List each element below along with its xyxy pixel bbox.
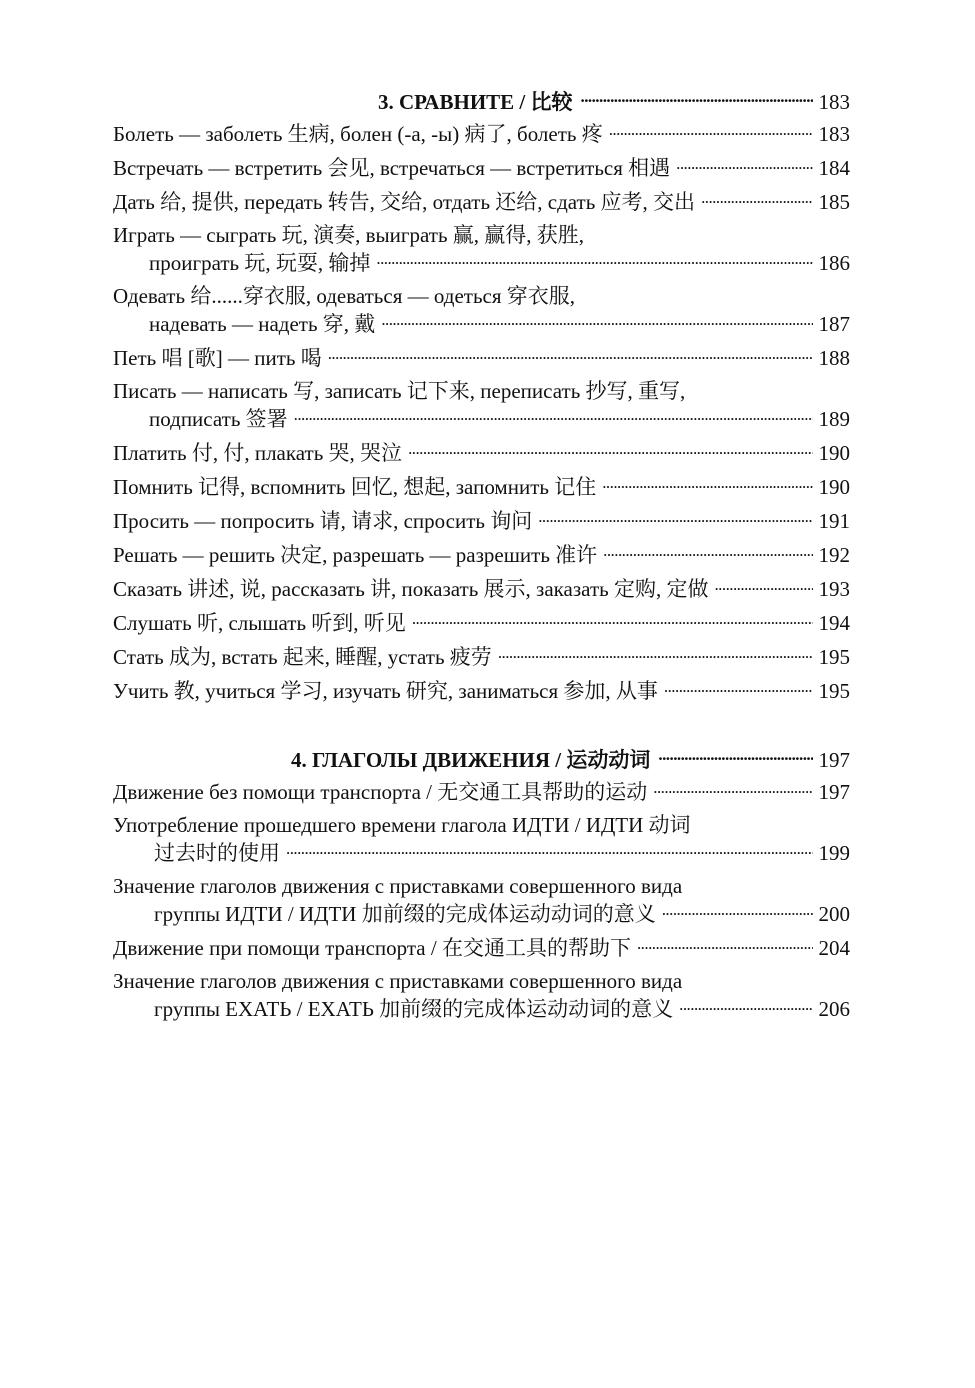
entry-continuation-line: [113, 249, 850, 277]
page-number: 193: [818, 577, 850, 601]
toc-entry[interactable]: [113, 873, 850, 928]
entry-line: [113, 677, 850, 705]
entry-continuation-line: [113, 839, 850, 867]
entry-text: Решать — решить 决定, разрешать — разрешить 准许: [113, 543, 598, 567]
entry-line: [113, 778, 850, 806]
dot-leader: [286, 839, 813, 860]
toc-entry[interactable]: [113, 541, 850, 569]
dot-leader: [679, 995, 812, 1016]
dot-leader: [581, 88, 813, 109]
toc-entry[interactable]: [113, 222, 850, 277]
toc-entry[interactable]: [113, 778, 850, 806]
dot-leader: [328, 344, 813, 365]
toc-entry[interactable]: [113, 677, 850, 705]
section-title: 4. ГЛАГОЛЫ ДВИЖЕНИЯ / 运动动词: [291, 748, 651, 772]
entry-text: проиграть 玩, 玩耍, 输掉: [149, 251, 371, 275]
entry-text: Дать 给, 提供, передать 转告, 交给, отдать 还给, сдать 应考, 交出: [113, 190, 696, 214]
entry-line: [113, 541, 850, 569]
dot-leader: [381, 310, 812, 331]
entry-text: Движение без помощи транспорта / 无交通工具帮助的运动: [113, 780, 648, 804]
entry-line: [113, 609, 850, 637]
dot-leader: [602, 473, 812, 494]
dot-leader: [538, 507, 812, 528]
entry-text: Значение глаголов движения с приставками совершенного вида: [113, 874, 683, 898]
page-number: 184: [818, 156, 850, 180]
entry-text: Встречать — встретить 会见, встречаться — встретиться 相遇: [113, 156, 671, 180]
entry-line: [113, 812, 850, 839]
dot-leader: [662, 900, 813, 921]
toc-entry[interactable]: [113, 344, 850, 372]
entry-text: Употребление прошедшего времени глагола ИДТИ / ИДТИ 动词: [113, 813, 691, 837]
entry-text: надевать — надеть 穿, 戴: [149, 312, 376, 336]
toc-entry[interactable]: [113, 188, 850, 216]
entry-text: Болеть — заболеть 生病, болен (-а, -ы) 病了, болеть 疼: [113, 122, 603, 146]
entry-continuation-line: [113, 995, 850, 1023]
entry-line: [113, 120, 850, 148]
dot-leader: [498, 643, 813, 664]
page-number: 190: [818, 475, 850, 499]
toc-entry[interactable]: [113, 439, 850, 467]
entry-text: Писать — написать 写, записать 记下来, переписать 抄写, 重写,: [113, 379, 686, 403]
entry-text: группы ЕХАТЬ / ЕХАТЬ 加前缀的完成体运动动词的意义: [154, 997, 674, 1021]
section-title: 3. СРАВНИТЕ / 比较: [378, 90, 573, 114]
toc-entry[interactable]: [113, 473, 850, 501]
entry-text: Одевать 给......穿衣服, одеваться — одеться 穿衣服,: [113, 284, 575, 308]
dot-leader: [408, 439, 812, 460]
dot-leader: [701, 188, 812, 209]
page-number: 191: [818, 509, 850, 533]
entry-text: подписать 签署: [149, 407, 288, 431]
entry-line: [113, 473, 850, 501]
entry-text: Сказать 讲述, 说, рассказать 讲, показать 展示, заказать 定购, 定做: [113, 577, 709, 601]
dot-leader: [714, 575, 812, 596]
entry-text: Платить 付, 付, плакать 哭, 哭泣: [113, 441, 403, 465]
toc-entries: [113, 120, 850, 705]
toc-entry[interactable]: [113, 934, 850, 962]
entry-text: Петь 唱 [歌] — пить 喝: [113, 346, 322, 370]
dot-leader: [664, 677, 813, 698]
entry-line: [113, 188, 850, 216]
dot-leader: [637, 934, 813, 955]
entry-text: группы ИДТИ / ИДТИ 加前缀的完成体运动动词的意义: [154, 902, 656, 926]
page-number: 185: [818, 190, 850, 214]
toc-entry[interactable]: [113, 575, 850, 603]
page-number: 199: [818, 841, 850, 865]
entry-continuation-line: [113, 405, 850, 433]
entry-line: [113, 154, 850, 182]
page-number: 194: [818, 611, 850, 635]
dot-leader: [653, 778, 812, 799]
toc-entry[interactable]: [113, 283, 850, 338]
toc-entry[interactable]: [113, 968, 850, 1023]
entry-line: [113, 507, 850, 535]
entry-line: [113, 643, 850, 671]
toc-entry[interactable]: [113, 643, 850, 671]
toc-entries: [113, 778, 850, 1023]
page-number: 197: [818, 748, 850, 772]
dot-leader: [676, 154, 812, 175]
page-number: 190: [818, 441, 850, 465]
dot-leader: [658, 746, 812, 767]
entry-text: Учить 教, учиться 学习, изучать 研究, заниматься 参加, 从事: [113, 679, 658, 703]
entry-text: Значение глаголов движения с приставками совершенного вида: [113, 969, 683, 993]
page-number: 186: [818, 251, 850, 275]
entry-text: Слушать 听, слышать 听到, 听见: [113, 611, 406, 635]
dot-leader: [294, 405, 813, 426]
entry-line: [113, 934, 850, 962]
page-number: 188: [818, 346, 850, 370]
page-number: 195: [818, 645, 850, 669]
page-number: 204: [818, 936, 850, 960]
entry-line: [113, 873, 850, 900]
page-number: 197: [818, 780, 850, 804]
section-heading[interactable]: [113, 88, 850, 116]
entry-line: [113, 344, 850, 372]
entry-text: Просить — попросить 请, 请求, спросить 询问: [113, 509, 533, 533]
toc-entry[interactable]: [113, 812, 850, 867]
entry-continuation-line: [113, 310, 850, 338]
entry-line: [113, 378, 850, 405]
page-number: 200: [818, 902, 850, 926]
dot-leader: [376, 249, 812, 270]
entry-line: [113, 283, 850, 310]
dot-leader: [603, 541, 812, 562]
toc-section-3: [113, 88, 850, 711]
entry-text: Помнить 记得, вспомнить 回忆, 想起, запомнить 记住: [113, 475, 597, 499]
page-number: 206: [818, 997, 850, 1021]
toc-section-4: [113, 746, 850, 1029]
entry-text: Движение при помощи транспорта / 在交通工具的帮助下: [113, 936, 631, 960]
entry-line: [113, 222, 850, 249]
toc-entry[interactable]: [113, 378, 850, 433]
page-number: 195: [818, 679, 850, 703]
dot-leader: [412, 609, 813, 630]
dot-leader: [609, 120, 813, 141]
toc-entry[interactable]: [113, 507, 850, 535]
entry-line: [113, 968, 850, 995]
entry-text: Играть — сыграть 玩, 演奏, выиграть 赢, 赢得, 获胜,: [113, 223, 585, 247]
page-number: 183: [818, 122, 850, 146]
entry-line: [113, 439, 850, 467]
page-number: 189: [818, 407, 850, 431]
toc-entry[interactable]: [113, 120, 850, 148]
toc-entry[interactable]: [113, 609, 850, 637]
page-number: 187: [818, 312, 850, 336]
page-number: 183: [818, 90, 850, 114]
section-heading[interactable]: [113, 746, 850, 774]
entry-text: 过去时的使用: [154, 841, 280, 865]
page-number: 192: [818, 543, 850, 567]
entry-text: Стать 成为, встать 起来, 睡醒, устать 疲劳: [113, 645, 492, 669]
entry-continuation-line: [113, 900, 850, 928]
toc-entry[interactable]: [113, 154, 850, 182]
entry-line: [113, 575, 850, 603]
